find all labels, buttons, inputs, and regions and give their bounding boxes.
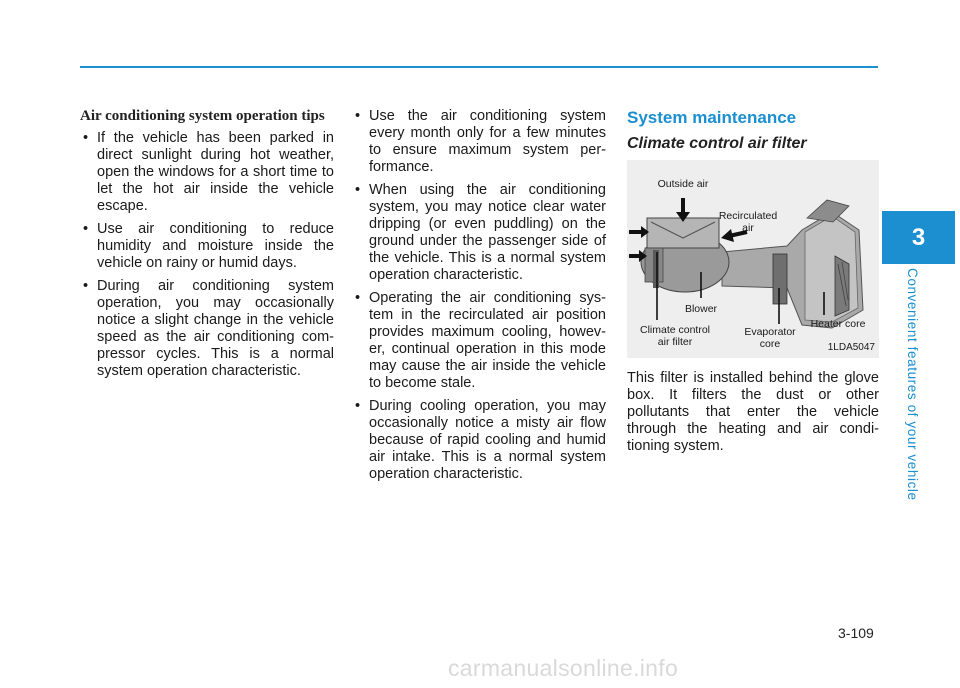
bullet-icon: •: [355, 182, 361, 198]
middle-column: [352, 108, 606, 489]
bullet-icon: •: [83, 278, 89, 294]
heater-core-label: Heater core: [810, 318, 866, 330]
recirculated-air-label: Recirculated air: [718, 210, 778, 234]
blower-label: Blower: [684, 303, 718, 315]
list-item: • Operating the air conditioning sys-tem in the recirculated air position provides maximum cooling, howev-er, continual operation in this mode may cause the air inside the vehicle to become stale.: [355, 290, 606, 391]
climate-filter-label: Climate control air filter: [639, 324, 711, 348]
header-rule: [80, 66, 878, 68]
list-item: • During air conditioning system operation, you may occasionally notice a slight change in the vehicle speed as the air conditioning com-pressor cycles. This is a normal system operation characteristic.: [83, 278, 334, 379]
left-column: [80, 108, 334, 386]
hvac-diagram: [627, 160, 879, 358]
list-item: • During cooling operation, you may occasionally notice a misty air flow because of rapid cooling and humid air intake. This is a normal system operation characteristic.: [355, 398, 606, 482]
list-item: • If the vehicle has been parked in direct sunlight during hot weather, open the windows for a short time to let the hot air inside the vehicle escape.: [83, 130, 334, 214]
bullet-icon: •: [83, 221, 89, 237]
outside-air-label: Outside air: [657, 178, 709, 190]
list-item: • Use air conditioning to reduce humidity and moisture inside the vehicle on rainy or humid days.: [83, 221, 334, 271]
figure-code: 1LDA5047: [827, 342, 875, 353]
tips-list: [80, 130, 334, 380]
tips-list-continued: [352, 108, 606, 483]
right-column: [627, 108, 879, 455]
bullet-icon: •: [355, 398, 361, 414]
chapter-tab: 3: [882, 211, 955, 264]
evaporator-label: Evaporator core: [744, 326, 796, 350]
list-item: • When using the air conditioning system, you may notice clear water dripping (or even puddling) on the ground under the passenger side of the vehicle. This is a normal system operation characteristic.: [355, 182, 606, 283]
section-title: System maintenance: [627, 108, 797, 127]
list-item: • Use the air conditioning system every month only for a few minutes to ensure maximum system per-formance.: [355, 108, 606, 175]
chapter-title: Convenient features of your vehicle: [905, 268, 920, 501]
watermark: carmanualsonline.info: [448, 655, 679, 681]
bullet-icon: •: [355, 108, 361, 124]
bullet-icon: •: [83, 130, 89, 146]
tips-heading: Air conditioning system operation tips: [80, 108, 325, 124]
sub-title: Climate control air filter: [627, 135, 807, 152]
page-number: 3-109: [838, 625, 874, 641]
filter-description: This filter is installed behind the glove box. It filters the dust or other pollutants that enter the vehicle through the heating and air condi-tioning system.: [627, 370, 879, 454]
bullet-icon: •: [355, 290, 361, 306]
